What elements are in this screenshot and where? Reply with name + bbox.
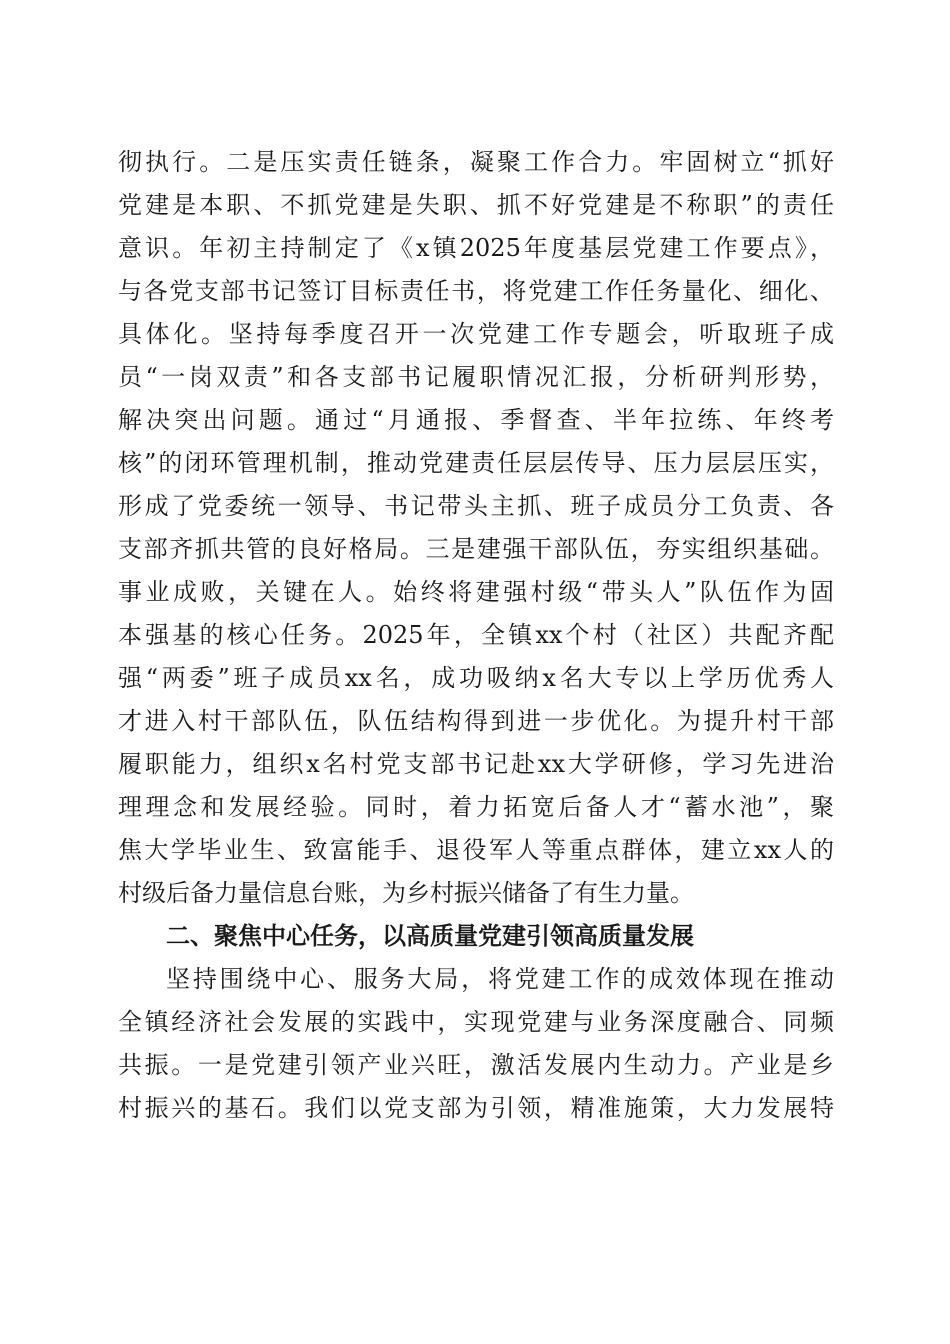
body-text-line-16: 理理念和发展经验。同时，着力拓宽后备人才“蓄水池”，聚 — [118, 793, 834, 821]
body-text-line-1: 彻执行。二是压实责任链条，凝聚工作合力。牢固树立“抓好 — [118, 148, 834, 176]
body-text-line-10: 支部齐抓共管的良好格局。三是建强干部队伍，夯实组织基础。 — [118, 535, 834, 563]
body-text-line-5: 具体化。坚持每季度召开一次党建工作专题会，听取班子成 — [118, 320, 834, 348]
body-text-line-13: 强“两委”班子成员xx名，成功吸纳x名大专以上学历优秀人 — [118, 664, 834, 692]
body-text-line-11: 事业成败，关键在人。始终将建强村级“带头人”队伍作为固 — [118, 578, 834, 606]
body-text-line-8: 核”的闭环管理机制，推动党建责任层层传导、压力层层压实， — [118, 449, 834, 477]
body-text-line-9: 形成了党委统一领导、书记带头主抓、班子成员分工负责、各 — [118, 492, 834, 520]
body-text-line-15: 履职能力，组织x名村党支部书记赴xx大学研修，学习先进治 — [118, 750, 834, 778]
body-text-line-14: 才进入村干部队伍，队伍结构得到进一步优化。为提升村干部 — [118, 707, 834, 735]
body-text-line-7: 解决突出问题。通过“月通报、季督查、半年拉练、年终考 — [118, 406, 834, 434]
section2-text-line-1: 坚持围绕中心、服务大局，将党建工作的成效体现在推动 — [166, 965, 834, 993]
section2-text-line-2: 全镇经济社会发展的实践中，实现党建与业务深度融合、同频 — [118, 1008, 834, 1036]
body-text-line-4: 与各党支部书记签订目标责任书，将党建工作任务量化、细化、 — [118, 277, 834, 305]
section-heading: 二、聚焦中心任务，以高质量党建引领高质量发展 — [166, 922, 694, 950]
body-text-line-18: 村级后备力量信息台账，为乡村振兴储备了有生力量。 — [118, 879, 694, 907]
body-text-line-17: 焦大学毕业生、致富能手、退役军人等重点群体，建立xx人的 — [118, 836, 834, 864]
body-text-line-2: 党建是本职、不抓党建是失职、抓不好党建是不称职”的责任 — [118, 191, 834, 219]
body-text-line-3: 意识。年初主持制定了《x镇2025年度基层党建工作要点》， — [118, 234, 834, 262]
section2-text-line-3: 共振。一是党建引领产业兴旺，激活发展内生动力。产业是乡 — [118, 1051, 834, 1079]
body-text-line-12: 本强基的核心任务。2025年，全镇xx个村（社区）共配齐配 — [118, 621, 834, 649]
section2-text-line-4: 村振兴的基石。我们以党支部为引领，精准施策，大力发展特 — [118, 1094, 834, 1122]
body-text-line-6: 员“一岗双责”和各支部书记履职情况汇报，分析研判形势， — [118, 363, 834, 391]
